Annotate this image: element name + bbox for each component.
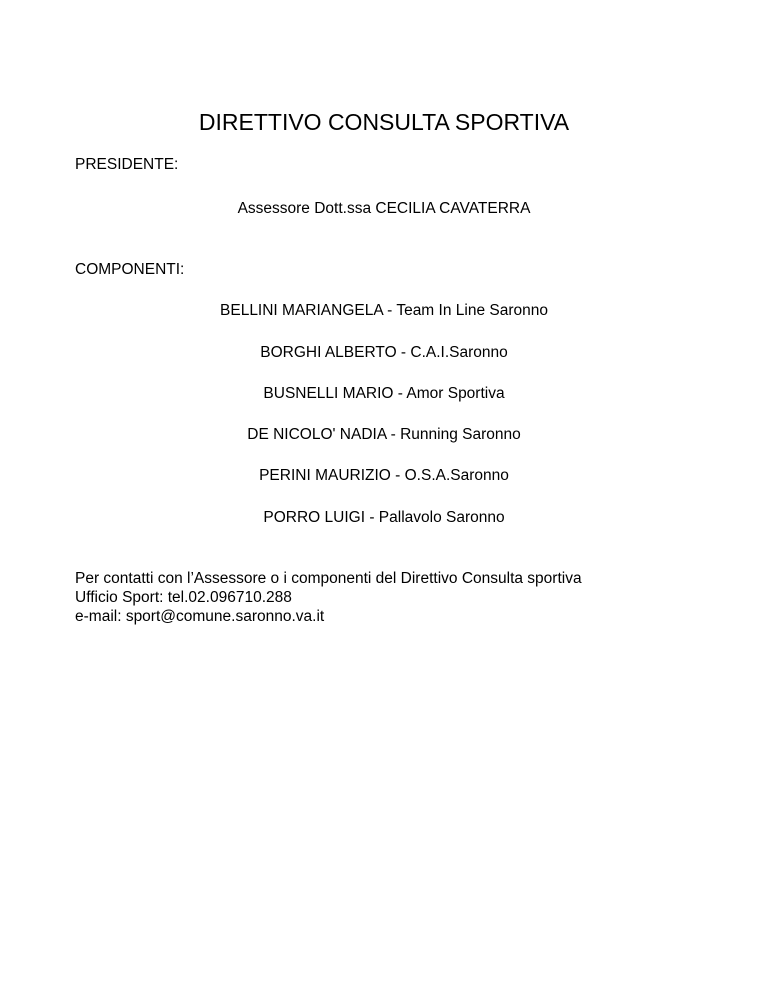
member-item: PERINI MAURIZIO - O.S.A.Saronno bbox=[259, 467, 509, 484]
member-item: BELLINI MARIANGELA - Team In Line Saronno bbox=[220, 302, 548, 319]
contact-phone: Ufficio Sport: tel.02.096710.288 bbox=[75, 589, 292, 606]
document-title: DIRETTIVO CONSULTA SPORTIVA bbox=[198, 109, 570, 135]
member-item: PORRO LUIGI - Pallavolo Saronno bbox=[263, 509, 505, 526]
member-item: DE NICOLO' NADIA - Running Saronno bbox=[247, 426, 521, 443]
contact-intro: Per contatti con l’Assessore o i componenti del Direttivo Consulta sportiva bbox=[75, 570, 582, 587]
contact-block bbox=[75, 569, 582, 626]
members-heading: COMPONENTI: bbox=[75, 261, 185, 278]
member-item: BUSNELLI MARIO - Amor Sportiva bbox=[263, 385, 505, 402]
president-heading: PRESIDENTE: bbox=[75, 156, 179, 173]
president-name: Assessore Dott.ssa CECILIA CAVATERRA bbox=[237, 200, 531, 217]
contact-email: e-mail: sport@comune.saronno.va.it bbox=[75, 608, 325, 625]
member-item: BORGHI ALBERTO - C.A.I.Saronno bbox=[260, 344, 508, 361]
